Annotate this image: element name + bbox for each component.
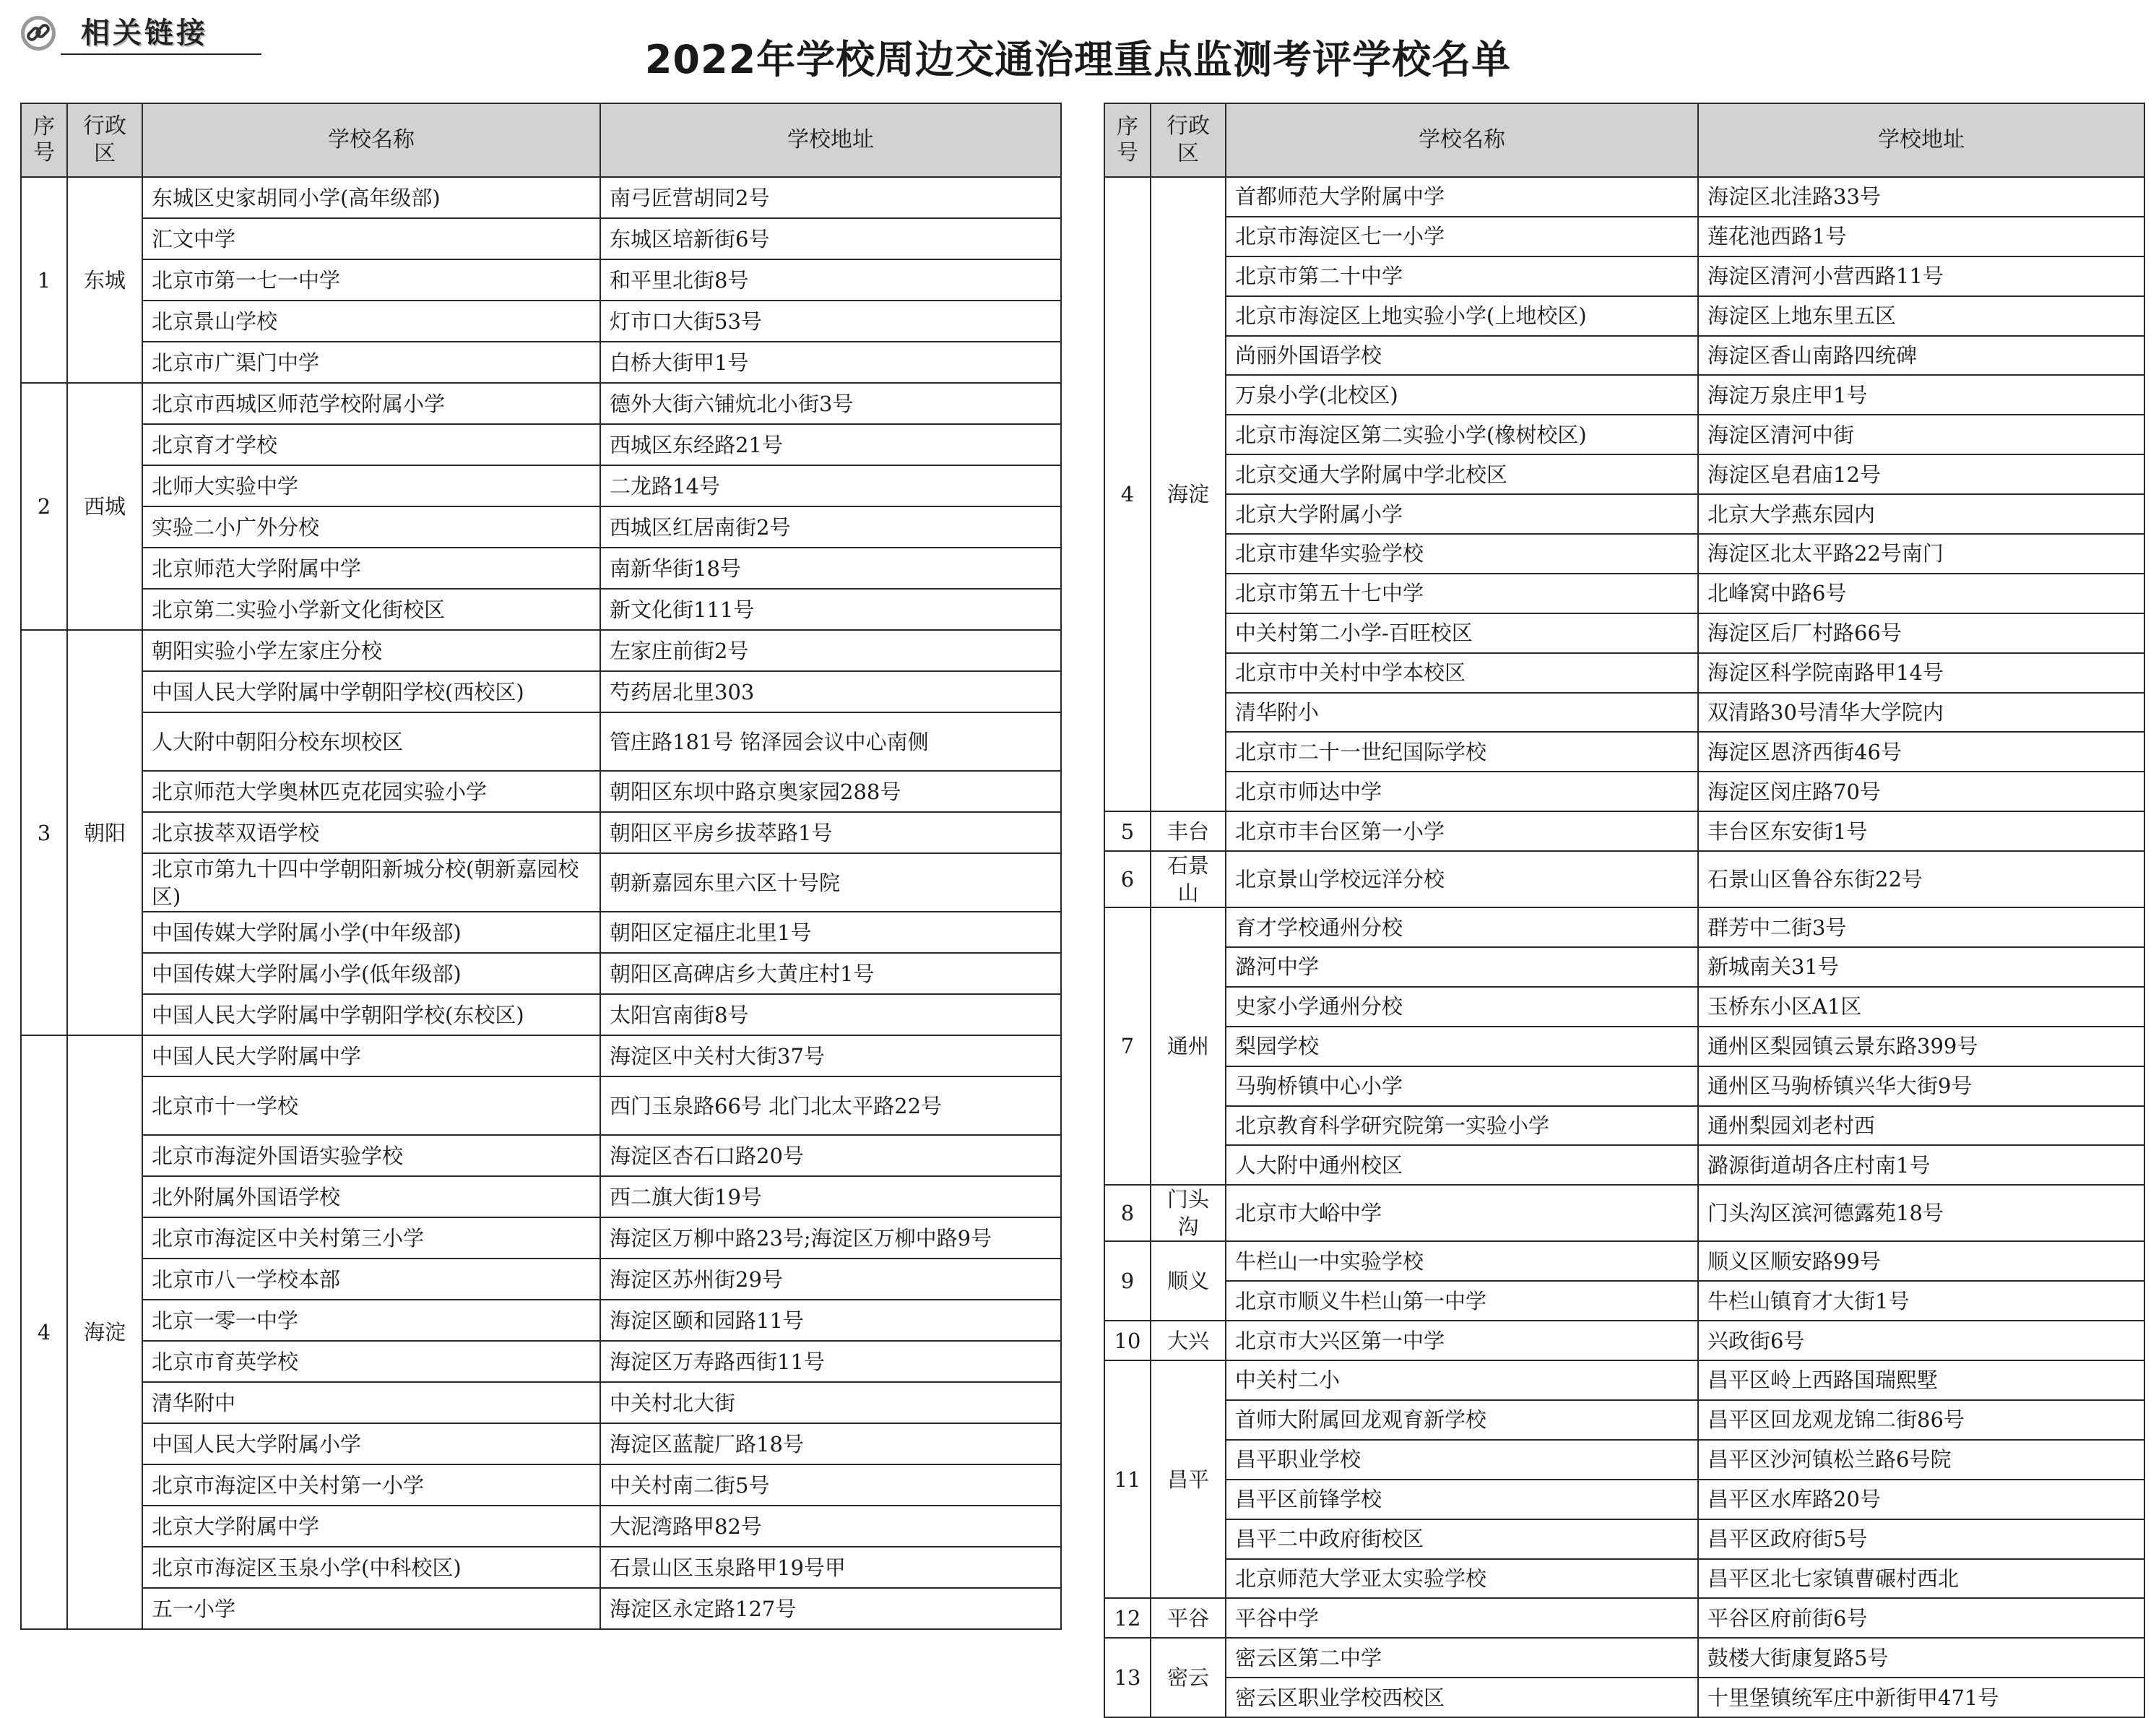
school-name-cell: 中国人民大学附属中学朝阳学校(西校区): [142, 671, 600, 712]
district-cell: 顺义: [1151, 1241, 1226, 1321]
school-address-cell: 双清路30号清华大学院内: [1698, 693, 2144, 733]
table-row: [1104, 1440, 2144, 1480]
table-row: [1104, 1321, 2144, 1360]
seq-cell: 4: [21, 1035, 67, 1629]
header-school-address: 学校地址: [600, 103, 1061, 177]
school-name-cell: 首师大附属回龙观育新学校: [1226, 1400, 1698, 1440]
district-cell: 平谷: [1151, 1598, 1226, 1638]
school-address-cell: 玉桥东小区A1区: [1698, 987, 2144, 1027]
table-row: [1104, 811, 2144, 851]
school-address-cell: 群芳中二街3号: [1698, 907, 2144, 947]
school-address-cell: 海淀区苏州街29号: [600, 1259, 1061, 1300]
school-name-cell: 北京市师达中学: [1226, 772, 1698, 811]
table-row: [1104, 613, 2144, 653]
school-address-cell: 海淀区清河小营西路11号: [1698, 256, 2144, 296]
table-row: [1104, 336, 2144, 376]
school-name-cell: 北京师范大学亚太实验学校: [1226, 1559, 1698, 1599]
school-name-cell: 汇文中学: [142, 218, 600, 259]
table-row: [21, 953, 1061, 994]
district-cell: 丰台: [1151, 811, 1226, 851]
school-address-cell: 白桥大街甲1号: [600, 342, 1061, 383]
table-row: [21, 1217, 1061, 1259]
school-address-cell: 海淀区颐和园路11号: [600, 1300, 1061, 1341]
table-row: [1104, 296, 2144, 336]
table-row: [1104, 1559, 2144, 1599]
district-cell: 密云: [1151, 1638, 1226, 1717]
school-name-cell: 北京市第九十四中学朝阳新城分校(朝新嘉园校区): [142, 853, 600, 912]
school-address-cell: 芍药居北里303: [600, 671, 1061, 712]
table-row: [1104, 217, 2144, 256]
seq-cell: 10: [1104, 1321, 1151, 1360]
table-row: [21, 548, 1061, 589]
school-address-cell: 昌平区回龙观龙锦二街86号: [1698, 1400, 2144, 1440]
district-cell: 大兴: [1151, 1321, 1226, 1360]
district-cell: 朝阳: [67, 630, 142, 1035]
school-address-cell: 朝阳区东坝中路京奥家园288号: [600, 771, 1061, 812]
school-address-cell: 潞源街道胡各庄村南1号: [1698, 1145, 2144, 1185]
school-name-cell: 北京市十一学校: [142, 1076, 600, 1135]
school-address-cell: 海淀区杏石口路20号: [600, 1135, 1061, 1176]
school-address-cell: 朝阳区高碑店乡大黄庄村1号: [600, 953, 1061, 994]
school-address-cell: 顺义区顺安路99号: [1698, 1241, 2144, 1281]
table-row: [1104, 1066, 2144, 1106]
school-name-cell: 北京市海淀区第二实验小学(橡树校区): [1226, 415, 1698, 454]
seq-cell: 5: [1104, 811, 1151, 851]
table-row: [21, 1588, 1061, 1629]
header-district: 行政区: [67, 103, 142, 177]
school-address-cell: 左家庄前街2号: [600, 630, 1061, 671]
school-name-cell: 北京育才学校: [142, 424, 600, 465]
table-row: [1104, 947, 2144, 987]
school-address-cell: 海淀万泉庄甲1号: [1698, 375, 2144, 415]
table-row: [21, 342, 1061, 383]
school-name-cell: 尚丽外国语学校: [1226, 336, 1698, 376]
school-name-cell: 五一小学: [142, 1588, 600, 1629]
school-name-cell: 北京教育科学研究院第一实验小学: [1226, 1106, 1698, 1146]
school-name-cell: 北京市大兴区第一中学: [1226, 1321, 1698, 1360]
school-name-cell: 北京市第一七一中学: [142, 259, 600, 301]
table-row: [21, 771, 1061, 812]
school-name-cell: 首都师范大学附属中学: [1226, 177, 1698, 217]
school-name-cell: 平谷中学: [1226, 1598, 1698, 1638]
school-address-cell: 新文化街111号: [600, 589, 1061, 630]
school-address-cell: 海淀区科学院南路甲14号: [1698, 653, 2144, 693]
table-row: [1104, 415, 2144, 454]
school-address-cell: 北峰窝中路6号: [1698, 574, 2144, 613]
school-name-cell: 万泉小学(北校区): [1226, 375, 1698, 415]
table-row: [21, 912, 1061, 953]
school-address-cell: 东城区培新街6号: [600, 218, 1061, 259]
school-address-cell: 南弓匠营胡同2号: [600, 177, 1061, 218]
table-row: [1104, 1598, 2144, 1638]
school-name-cell: 北京市海淀外国语实验学校: [142, 1135, 600, 1176]
header-school-name: 学校名称: [142, 103, 600, 177]
school-address-cell: 昌平区岭上西路国瑞熙墅: [1698, 1360, 2144, 1400]
school-name-cell: 北京市西城区师范学校附属小学: [142, 383, 600, 424]
school-name-cell: 中国人民大学附属小学: [142, 1423, 600, 1464]
school-table-right: [1104, 103, 2145, 1718]
table-row: [21, 218, 1061, 259]
school-address-cell: 海淀区永定路127号: [600, 1588, 1061, 1629]
school-address-cell: 海淀区清河中街: [1698, 415, 2144, 454]
school-address-cell: 海淀区中关村大街37号: [600, 1035, 1061, 1076]
school-address-cell: 新城南关31号: [1698, 947, 2144, 987]
table-row: [1104, 1281, 2144, 1321]
table-row: [1104, 1360, 2144, 1400]
school-address-cell: 鼓楼大街康复路5号: [1698, 1638, 2144, 1678]
school-name-cell: 北师大实验中学: [142, 465, 600, 506]
table-row: [1104, 1185, 2144, 1241]
school-address-cell: 海淀区万寿路西街11号: [600, 1341, 1061, 1382]
school-table-left: [20, 103, 1062, 1630]
school-name-cell: 北京市海淀区中关村第一小学: [142, 1464, 600, 1506]
school-address-cell: 海淀区皂君庙12号: [1698, 454, 2144, 494]
page-title: 2022年学校周边交通治理重点监测考评学校名单: [644, 37, 1512, 82]
table-header-row: [21, 103, 1061, 177]
school-name-cell: 昌平二中政府街校区: [1226, 1519, 1698, 1559]
school-address-cell: 海淀区北洼路33号: [1698, 177, 2144, 217]
table-row: [1104, 375, 2144, 415]
table-row: [21, 177, 1061, 218]
school-name-cell: 北京景山学校远洋分校: [1226, 851, 1698, 907]
table-row: [21, 1259, 1061, 1300]
school-name-cell: 梨园学校: [1226, 1027, 1698, 1066]
school-address-cell: 西城区红居南街2号: [600, 506, 1061, 548]
table-row: [21, 301, 1061, 342]
district-cell: 门头沟: [1151, 1185, 1226, 1241]
school-address-cell: 西门玉泉路66号 北门北太平路22号: [600, 1076, 1061, 1135]
school-name-cell: 密云区第二中学: [1226, 1638, 1698, 1678]
school-name-cell: 北外附属外国语学校: [142, 1176, 600, 1217]
school-name-cell: 北京第二实验小学新文化街校区: [142, 589, 600, 630]
table-row: [1104, 1145, 2144, 1185]
school-address-cell: 海淀区万柳中路23号;海淀区万柳中路9号: [600, 1217, 1061, 1259]
district-cell: 石景山: [1151, 851, 1226, 907]
school-address-cell: 二龙路14号: [600, 465, 1061, 506]
school-name-cell: 北京市育英学校: [142, 1341, 600, 1382]
school-address-cell: 海淀区恩济西街46号: [1698, 732, 2144, 772]
table-row: [21, 1300, 1061, 1341]
school-address-cell: 灯市口大街53号: [600, 301, 1061, 342]
table-row: [21, 671, 1061, 712]
school-address-cell: 中关村北大街: [600, 1382, 1061, 1423]
school-address-cell: 石景山区鲁谷东街22号: [1698, 851, 2144, 907]
school-address-cell: 昌平区北七家镇曹碾村西北: [1698, 1559, 2144, 1599]
header-seq: 序 号: [21, 103, 67, 177]
school-name-cell: 清华附小: [1226, 693, 1698, 733]
school-name-cell: 朝阳实验小学左家庄分校: [142, 630, 600, 671]
school-address-cell: 中关村南二街5号: [600, 1464, 1061, 1506]
table-row: [21, 1135, 1061, 1176]
table-row: [21, 1547, 1061, 1588]
seq-cell: 6: [1104, 851, 1151, 907]
school-name-cell: 东城区史家胡同小学(高年级部): [142, 177, 600, 218]
table-row: [1104, 256, 2144, 296]
table-row: [21, 812, 1061, 853]
district-cell: 西城: [67, 383, 142, 630]
table-row: [1104, 1027, 2144, 1066]
school-address-cell: 朝新嘉园东里六区十号院: [600, 853, 1061, 912]
table-row: [21, 853, 1061, 912]
header-school-name: 学校名称: [1226, 103, 1698, 177]
school-name-cell: 清华附中: [142, 1382, 600, 1423]
seq-cell: 3: [21, 630, 67, 1035]
school-address-cell: 石景山区玉泉路甲19号甲: [600, 1547, 1061, 1588]
seq-cell: 2: [21, 383, 67, 630]
school-address-cell: 西二旗大街19号: [600, 1176, 1061, 1217]
seq-cell: 12: [1104, 1598, 1151, 1638]
school-address-cell: 西城区东经路21号: [600, 424, 1061, 465]
school-address-cell: 十里堡镇统军庄中新街甲471号: [1698, 1678, 2144, 1717]
table-row: [1104, 1678, 2144, 1717]
table-header-row: [1104, 103, 2144, 177]
school-name-cell: 北京交通大学附属中学北校区: [1226, 454, 1698, 494]
header-seq: 序 号: [1104, 103, 1151, 177]
table-row: [1104, 1638, 2144, 1678]
district-cell: 海淀: [1151, 177, 1226, 811]
school-name-cell: 北京景山学校: [142, 301, 600, 342]
school-address-cell: 朝阳区平房乡拔萃路1号: [600, 812, 1061, 853]
school-name-cell: 北京市顺义牛栏山第一中学: [1226, 1281, 1698, 1321]
seq-cell: 13: [1104, 1638, 1151, 1717]
school-address-cell: 南新华街18号: [600, 548, 1061, 589]
table-row: [1104, 1241, 2144, 1281]
table-row: [1104, 1400, 2144, 1440]
school-name-cell: 北京师范大学奥林匹克花园实验小学: [142, 771, 600, 812]
school-address-cell: 昌平区沙河镇松兰路6号院: [1698, 1440, 2144, 1480]
table-row: [1104, 851, 2144, 907]
school-address-cell: 通州区梨园镇云景东路399号: [1698, 1027, 2144, 1066]
header-district: 行政区: [1151, 103, 1226, 177]
table-row: [21, 1076, 1061, 1135]
school-address-cell: 昌平区政府街5号: [1698, 1519, 2144, 1559]
table-row: [21, 712, 1061, 771]
school-name-cell: 北京市海淀区七一小学: [1226, 217, 1698, 256]
table-row: [21, 1423, 1061, 1464]
table-row: [21, 1506, 1061, 1547]
school-name-cell: 北京市建华实验学校: [1226, 534, 1698, 574]
school-address-cell: 通州区马驹桥镇兴华大街9号: [1698, 1066, 2144, 1106]
header-school-address: 学校地址: [1698, 103, 2144, 177]
table-row: [21, 994, 1061, 1035]
seq-cell: 8: [1104, 1185, 1151, 1241]
table-row: [1104, 653, 2144, 693]
school-address-cell: 太阳宫南街8号: [600, 994, 1061, 1035]
district-cell: 昌平: [1151, 1360, 1226, 1598]
school-name-cell: 史家小学通州分校: [1226, 987, 1698, 1027]
table-row: [1104, 1480, 2144, 1519]
school-address-cell: 海淀区闵庄路70号: [1698, 772, 2144, 811]
school-name-cell: 马驹桥镇中心小学: [1226, 1066, 1698, 1106]
school-name-cell: 人大附中朝阳分校东坝校区: [142, 712, 600, 771]
school-address-cell: 门头沟区滨河德露苑18号: [1698, 1185, 2144, 1241]
school-name-cell: 北京大学附属小学: [1226, 494, 1698, 534]
school-name-cell: 北京市第二十中学: [1226, 256, 1698, 296]
school-name-cell: 北京师范大学附属中学: [142, 548, 600, 589]
school-address-cell: 海淀区蓝靛厂路18号: [600, 1423, 1061, 1464]
school-name-cell: 密云区职业学校西校区: [1226, 1678, 1698, 1717]
table-row: [1104, 494, 2144, 534]
school-name-cell: 昌平区前锋学校: [1226, 1480, 1698, 1519]
school-name-cell: 育才学校通州分校: [1226, 907, 1698, 947]
table-row: [21, 1341, 1061, 1382]
table-row: [1104, 732, 2144, 772]
school-address-cell: 昌平区水库路20号: [1698, 1480, 2144, 1519]
school-name-cell: 中国人民大学附属中学朝阳学校(东校区): [142, 994, 600, 1035]
school-address-cell: 海淀区上地东里五区: [1698, 296, 2144, 336]
school-address-cell: 大泥湾路甲82号: [600, 1506, 1061, 1547]
school-name-cell: 北京一零一中学: [142, 1300, 600, 1341]
school-name-cell: 北京市丰台区第一小学: [1226, 811, 1698, 851]
school-name-cell: 北京市中关村中学本校区: [1226, 653, 1698, 693]
seq-cell: 4: [1104, 177, 1151, 811]
school-address-cell: 北京大学燕东园内: [1698, 494, 2144, 534]
table-row: [1104, 177, 2144, 217]
school-address-cell: 德外大街六铺炕北小街3号: [600, 383, 1061, 424]
school-name-cell: 北京市第五十七中学: [1226, 574, 1698, 613]
school-name-cell: 潞河中学: [1226, 947, 1698, 987]
school-name-cell: 人大附中通州校区: [1226, 1145, 1698, 1185]
table-row: [21, 259, 1061, 301]
school-name-cell: 北京市海淀区玉泉小学(中科校区): [142, 1547, 600, 1588]
table-row: [1104, 454, 2144, 494]
school-address-cell: 管庄路181号 铭泽园会议中心南侧: [600, 712, 1061, 771]
school-name-cell: 中国传媒大学附属小学(中年级部): [142, 912, 600, 953]
table-row: [21, 383, 1061, 424]
table-row: [21, 1176, 1061, 1217]
school-name-cell: 北京大学附属中学: [142, 1506, 600, 1547]
school-name-cell: 牛栏山一中实验学校: [1226, 1241, 1698, 1281]
school-name-cell: 昌平职业学校: [1226, 1440, 1698, 1480]
district-cell: 东城: [67, 177, 142, 383]
school-address-cell: 兴政街6号: [1698, 1321, 2144, 1360]
school-name-cell: 北京市二十一世纪国际学校: [1226, 732, 1698, 772]
school-name-cell: 北京市海淀区上地实验小学(上地校区): [1226, 296, 1698, 336]
related-links-label: 相关链接: [81, 17, 208, 50]
school-name-cell: 北京市海淀区中关村第三小学: [142, 1217, 600, 1259]
seq-cell: 1: [21, 177, 67, 383]
table-row: [1104, 693, 2144, 733]
school-name-cell: 中国传媒大学附属小学(低年级部): [142, 953, 600, 994]
table-row: [21, 424, 1061, 465]
table-row: [1104, 772, 2144, 811]
school-address-cell: 海淀区香山南路四统碑: [1698, 336, 2144, 376]
seq-cell: 9: [1104, 1241, 1151, 1321]
school-address-cell: 莲花池西路1号: [1698, 217, 2144, 256]
table-row: [1104, 574, 2144, 613]
school-address-cell: 牛栏山镇育才大街1号: [1698, 1281, 2144, 1321]
school-address-cell: 海淀区后厂村路66号: [1698, 613, 2144, 653]
table-row: [21, 1382, 1061, 1423]
school-name-cell: 实验二小广外分校: [142, 506, 600, 548]
seq-cell: 7: [1104, 907, 1151, 1185]
table-row: [21, 506, 1061, 548]
seq-cell: 11: [1104, 1360, 1151, 1598]
school-address-cell: 朝阳区定福庄北里1号: [600, 912, 1061, 953]
school-name-cell: 北京市八一学校本部: [142, 1259, 600, 1300]
school-address-cell: 丰台区东安街1号: [1698, 811, 2144, 851]
table-row: [21, 1464, 1061, 1506]
school-name-cell: 中国人民大学附属中学: [142, 1035, 600, 1076]
table-row: [21, 630, 1061, 671]
school-name-cell: 北京市大峪中学: [1226, 1185, 1698, 1241]
school-address-cell: 平谷区府前街6号: [1698, 1598, 2144, 1638]
table-row: [21, 465, 1061, 506]
school-name-cell: 北京市广渠门中学: [142, 342, 600, 383]
district-cell: 通州: [1151, 907, 1226, 1185]
table-row: [1104, 534, 2144, 574]
school-address-cell: 通州梨园刘老村西: [1698, 1106, 2144, 1146]
table-row: [1104, 1519, 2144, 1559]
school-name-cell: 中关村二小: [1226, 1360, 1698, 1400]
table-row: [1104, 907, 2144, 947]
table-row: [21, 1035, 1061, 1076]
school-name-cell: 北京拔萃双语学校: [142, 812, 600, 853]
table-row: [21, 589, 1061, 630]
school-name-cell: 中关村第二小学-百旺校区: [1226, 613, 1698, 653]
table-row: [1104, 987, 2144, 1027]
school-address-cell: 和平里北街8号: [600, 259, 1061, 301]
district-cell: 海淀: [67, 1035, 142, 1629]
school-address-cell: 海淀区北太平路22号南门: [1698, 534, 2144, 574]
table-row: [1104, 1106, 2144, 1146]
